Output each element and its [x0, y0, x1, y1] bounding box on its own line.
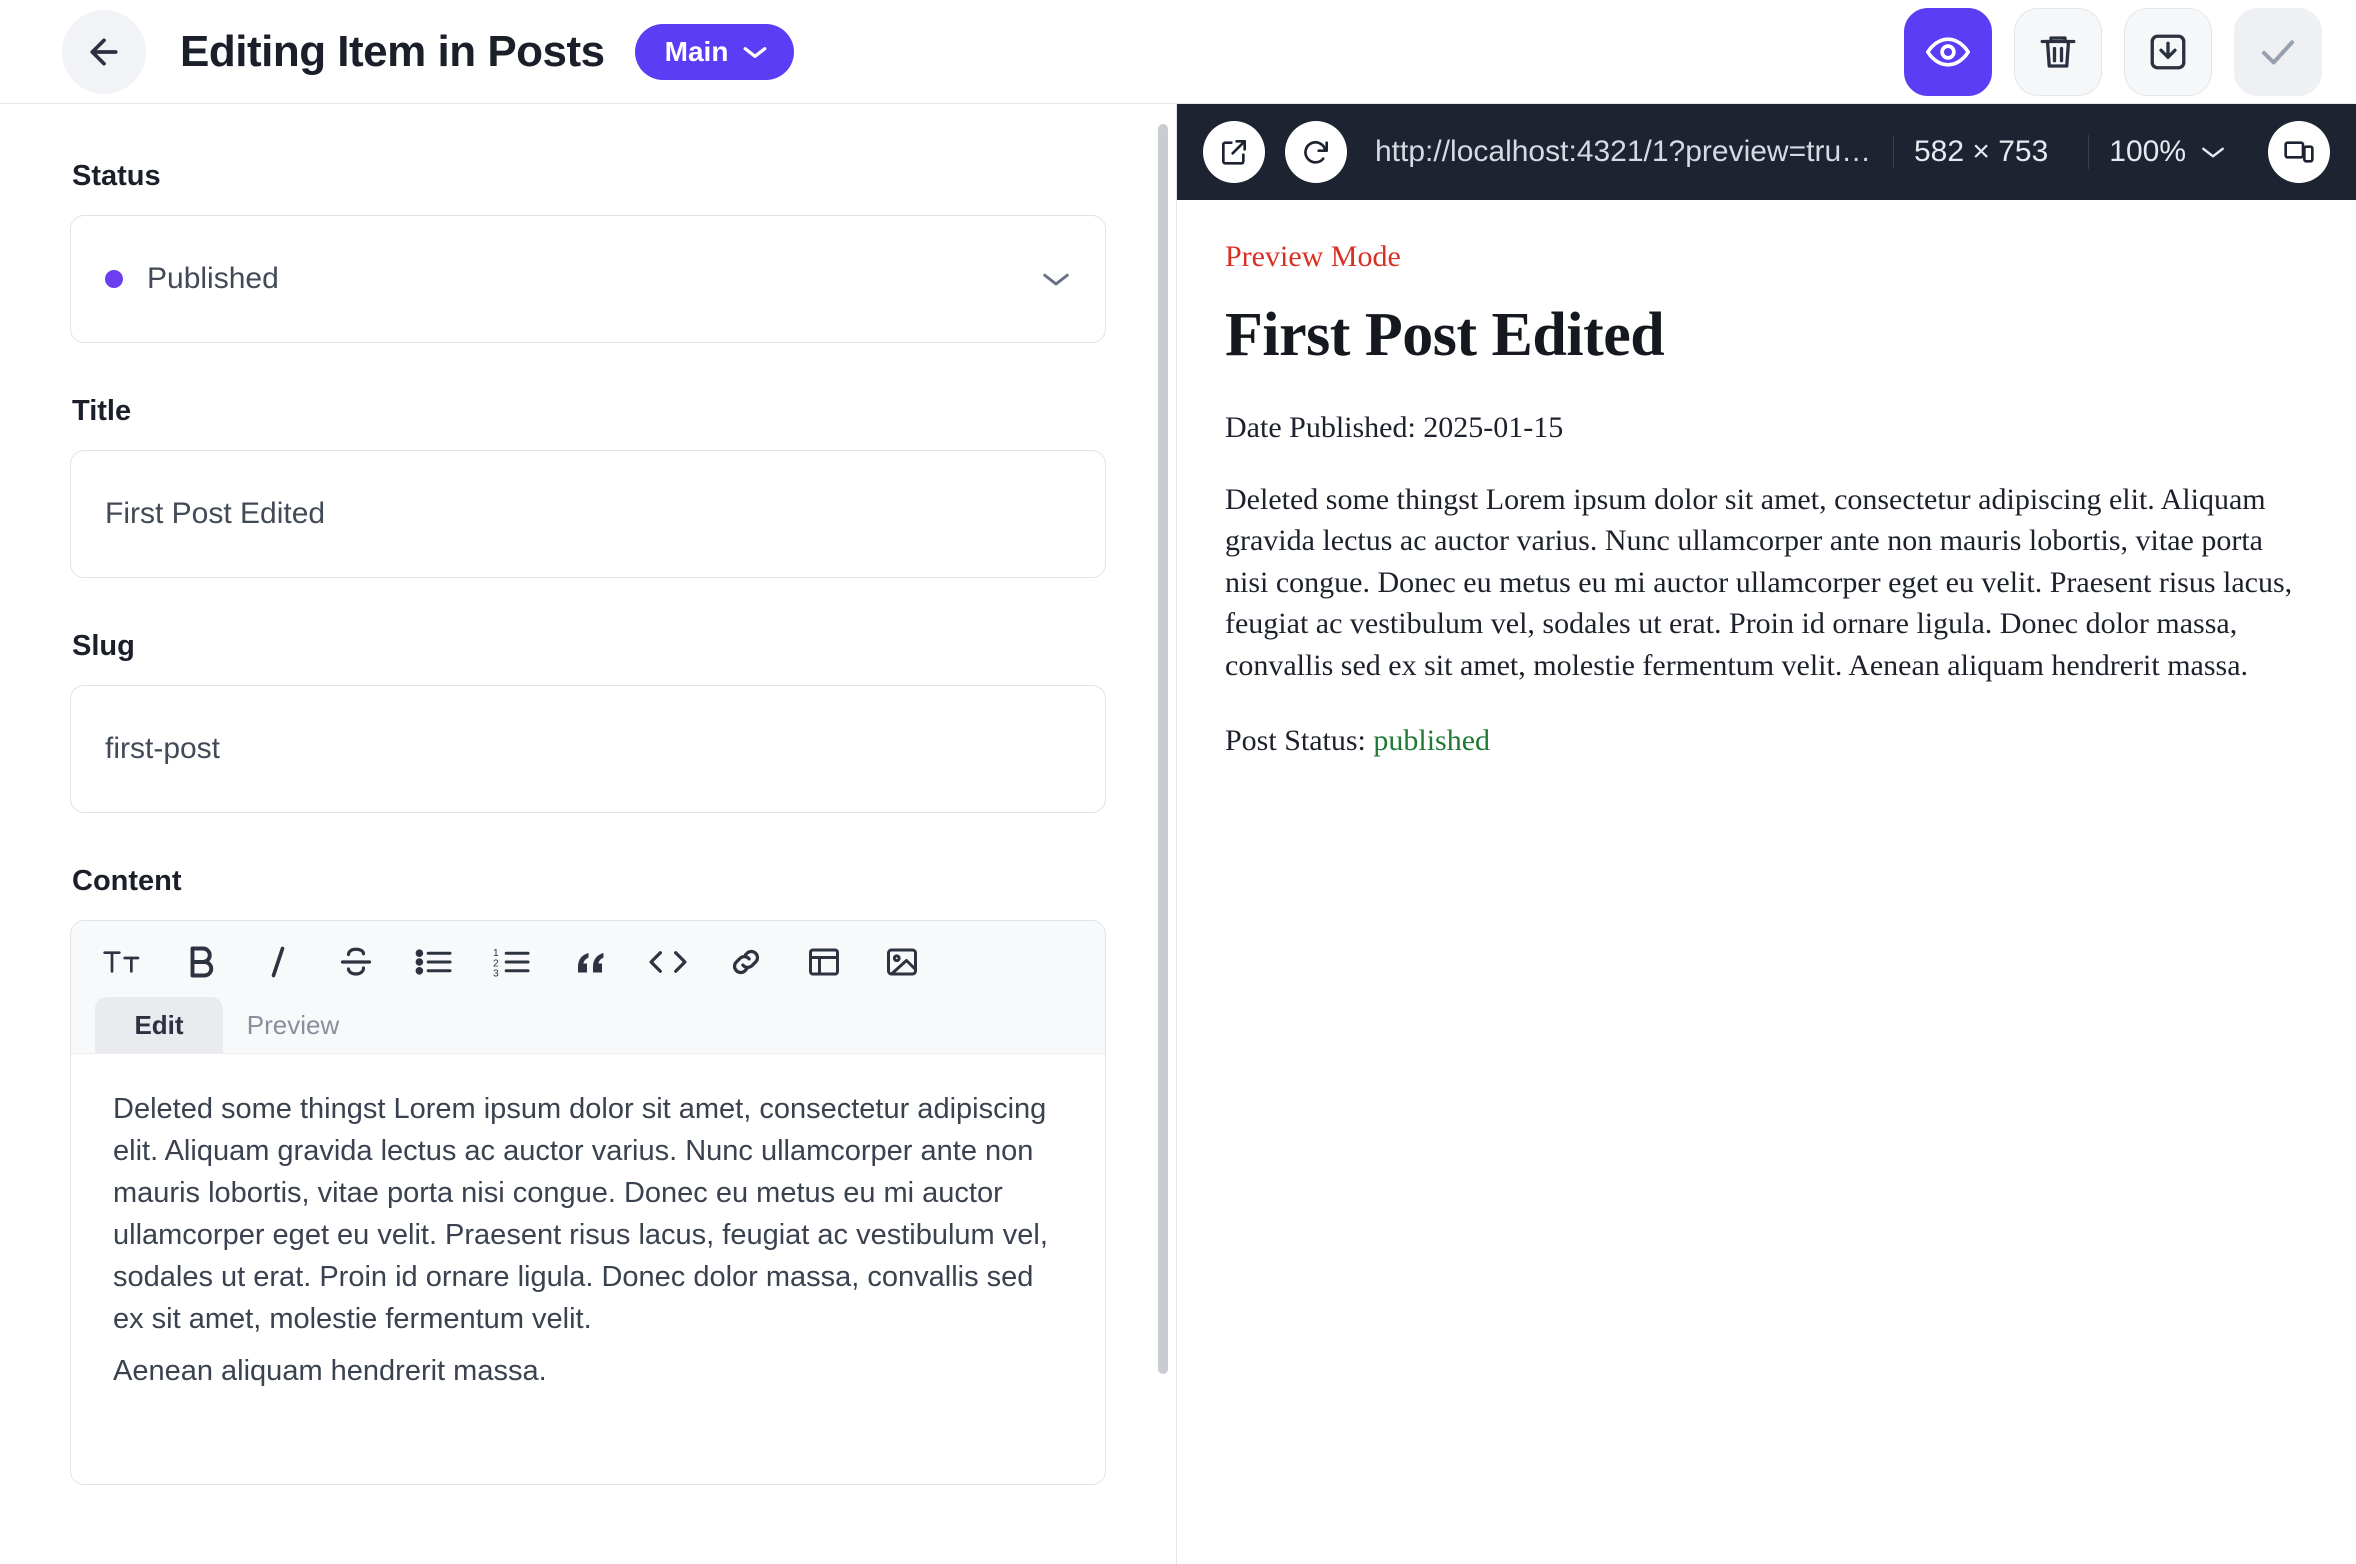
code-icon[interactable]: [645, 939, 691, 985]
bullet-list-icon[interactable]: [411, 939, 457, 985]
branch-selector[interactable]: [635, 24, 795, 80]
rte-icon-row: [93, 939, 1083, 997]
status-selected: [105, 262, 279, 296]
check-icon: [2257, 31, 2299, 73]
status-dot-icon: [105, 270, 123, 288]
preview-toolbar: [1177, 104, 2356, 200]
field-slug: [70, 630, 1106, 813]
content-paragraph: Deleted some thingst Lorem ipsum dolor sit amet, consectetur adipiscing elit. Aliquam gravida lectus ac auctor varius. Nunc ullamcorper ante non mauris lobortis, vitae porta nisi congue. Donec eu metus eu mi auctor ullamcorper eget eu velit. Praesent risus lacus, feugiat ac vestibulum vel, sodales ut erat. Proin id ornare ligula. Donec dolor massa, convallis sed ex sit amet, molestie fermentum velit.: [113, 1093, 1048, 1336]
rte-tabs: [93, 997, 1083, 1053]
tab-preview[interactable]: Preview: [246, 1009, 340, 1040]
title-label: Title: [72, 395, 132, 427]
preview-pane: [1176, 104, 2356, 1564]
preview-mode-notice: Preview Mode: [1225, 240, 1401, 273]
reload-icon: [1300, 136, 1332, 168]
status-label: Status: [72, 160, 161, 192]
branch-label: Main: [664, 35, 729, 67]
chevron-down-icon: [742, 44, 768, 60]
main-body: [0, 104, 2356, 1564]
content-label: Content: [72, 865, 182, 897]
preview-post-status-value: published: [1373, 723, 1491, 757]
preview-dimensions: 582 × 753: [1893, 135, 2068, 169]
status-value: Published: [147, 262, 279, 295]
numbered-list-icon[interactable]: [489, 939, 535, 985]
preview-url-input[interactable]: http://localhost:4321/1?preview=tru…: [1375, 135, 1872, 168]
preview-zoom-selector[interactable]: [2088, 135, 2242, 169]
editor-pane: [0, 104, 1176, 1564]
preview-date-published: Date Published: 2025-01-15: [1225, 411, 1564, 444]
open-external-button[interactable]: [1203, 121, 1265, 183]
preview-toggle-button[interactable]: [1904, 8, 1992, 96]
preview-post-status-label: Post Status:: [1225, 723, 1366, 757]
tab-edit[interactable]: Edit: [95, 997, 223, 1053]
arrow-left-icon: [84, 32, 124, 72]
slug-input[interactable]: [70, 685, 1106, 813]
page-title: Editing Item in Posts: [180, 26, 605, 76]
title-input[interactable]: [70, 450, 1106, 578]
preview-post-status: [1225, 724, 2308, 758]
title-value: First Post Edited: [105, 497, 326, 530]
delete-button[interactable]: [2014, 8, 2102, 96]
save-box-icon: [2147, 31, 2189, 73]
reload-button[interactable]: [1285, 121, 1347, 183]
field-title: [70, 395, 1106, 578]
text-size-icon[interactable]: [99, 939, 145, 985]
svg-text:1: 1: [493, 948, 499, 960]
link-icon[interactable]: [723, 939, 769, 985]
eye-icon: [1926, 30, 1970, 74]
slug-label: Slug: [72, 630, 135, 662]
slug-value: first-post: [105, 732, 221, 765]
status-select[interactable]: [70, 215, 1106, 343]
chevron-down-icon: [1041, 270, 1071, 288]
save-draft-button[interactable]: [2124, 8, 2212, 96]
field-status: [70, 160, 1106, 343]
rte-toolbar: [71, 921, 1105, 1054]
image-icon[interactable]: [879, 939, 925, 985]
top-bar: [0, 0, 2356, 104]
strikethrough-icon[interactable]: [333, 939, 379, 985]
trash-icon: [2037, 31, 2079, 73]
field-content: [70, 865, 1106, 1485]
rich-text-editor: [70, 920, 1106, 1485]
preview-iframe[interactable]: [1177, 200, 2356, 1564]
back-button[interactable]: [62, 10, 146, 94]
content-paragraph: Aenean aliquam hendrerit massa.: [113, 1355, 547, 1388]
preview-post-body: Deleted some thingst Lorem ipsum dolor sit amet, consectetur adipiscing elit. Aliquam gravida lectus ac auctor varius. Nunc ullamcorper ante non mauris lobortis, vitae porta nisi congue. Donec eu metus eu mi auctor ullamcorper eget eu velit. Praesent risus lacus, feugiat ac vestibulum vel, sodales ut erat. Proin id ornare ligula. Donec dolor massa, convallis sed ex sit amet, molestie fermentum velit. Aenean aliquam hendrerit massa.: [1225, 483, 2293, 682]
table-icon[interactable]: [801, 939, 847, 985]
open-external-icon: [1218, 136, 1250, 168]
svg-text:3: 3: [493, 968, 499, 979]
device-toggle-button[interactable]: [2268, 121, 2330, 183]
chevron-down-icon: [2200, 144, 2226, 160]
top-actions: [1904, 8, 2322, 96]
device-toggle-icon: [2283, 136, 2315, 168]
preview-post-title: First Post Edited: [1225, 301, 1665, 369]
content-textarea[interactable]: [71, 1054, 1105, 1484]
italic-icon[interactable]: [255, 939, 301, 985]
svg-text:2: 2: [493, 958, 499, 970]
bold-icon[interactable]: [177, 939, 223, 985]
preview-zoom-value: 100%: [2109, 135, 2186, 168]
editor-scrollbar[interactable]: [1158, 124, 1168, 1374]
publish-button[interactable]: [2234, 8, 2322, 96]
blockquote-icon[interactable]: [567, 939, 613, 985]
